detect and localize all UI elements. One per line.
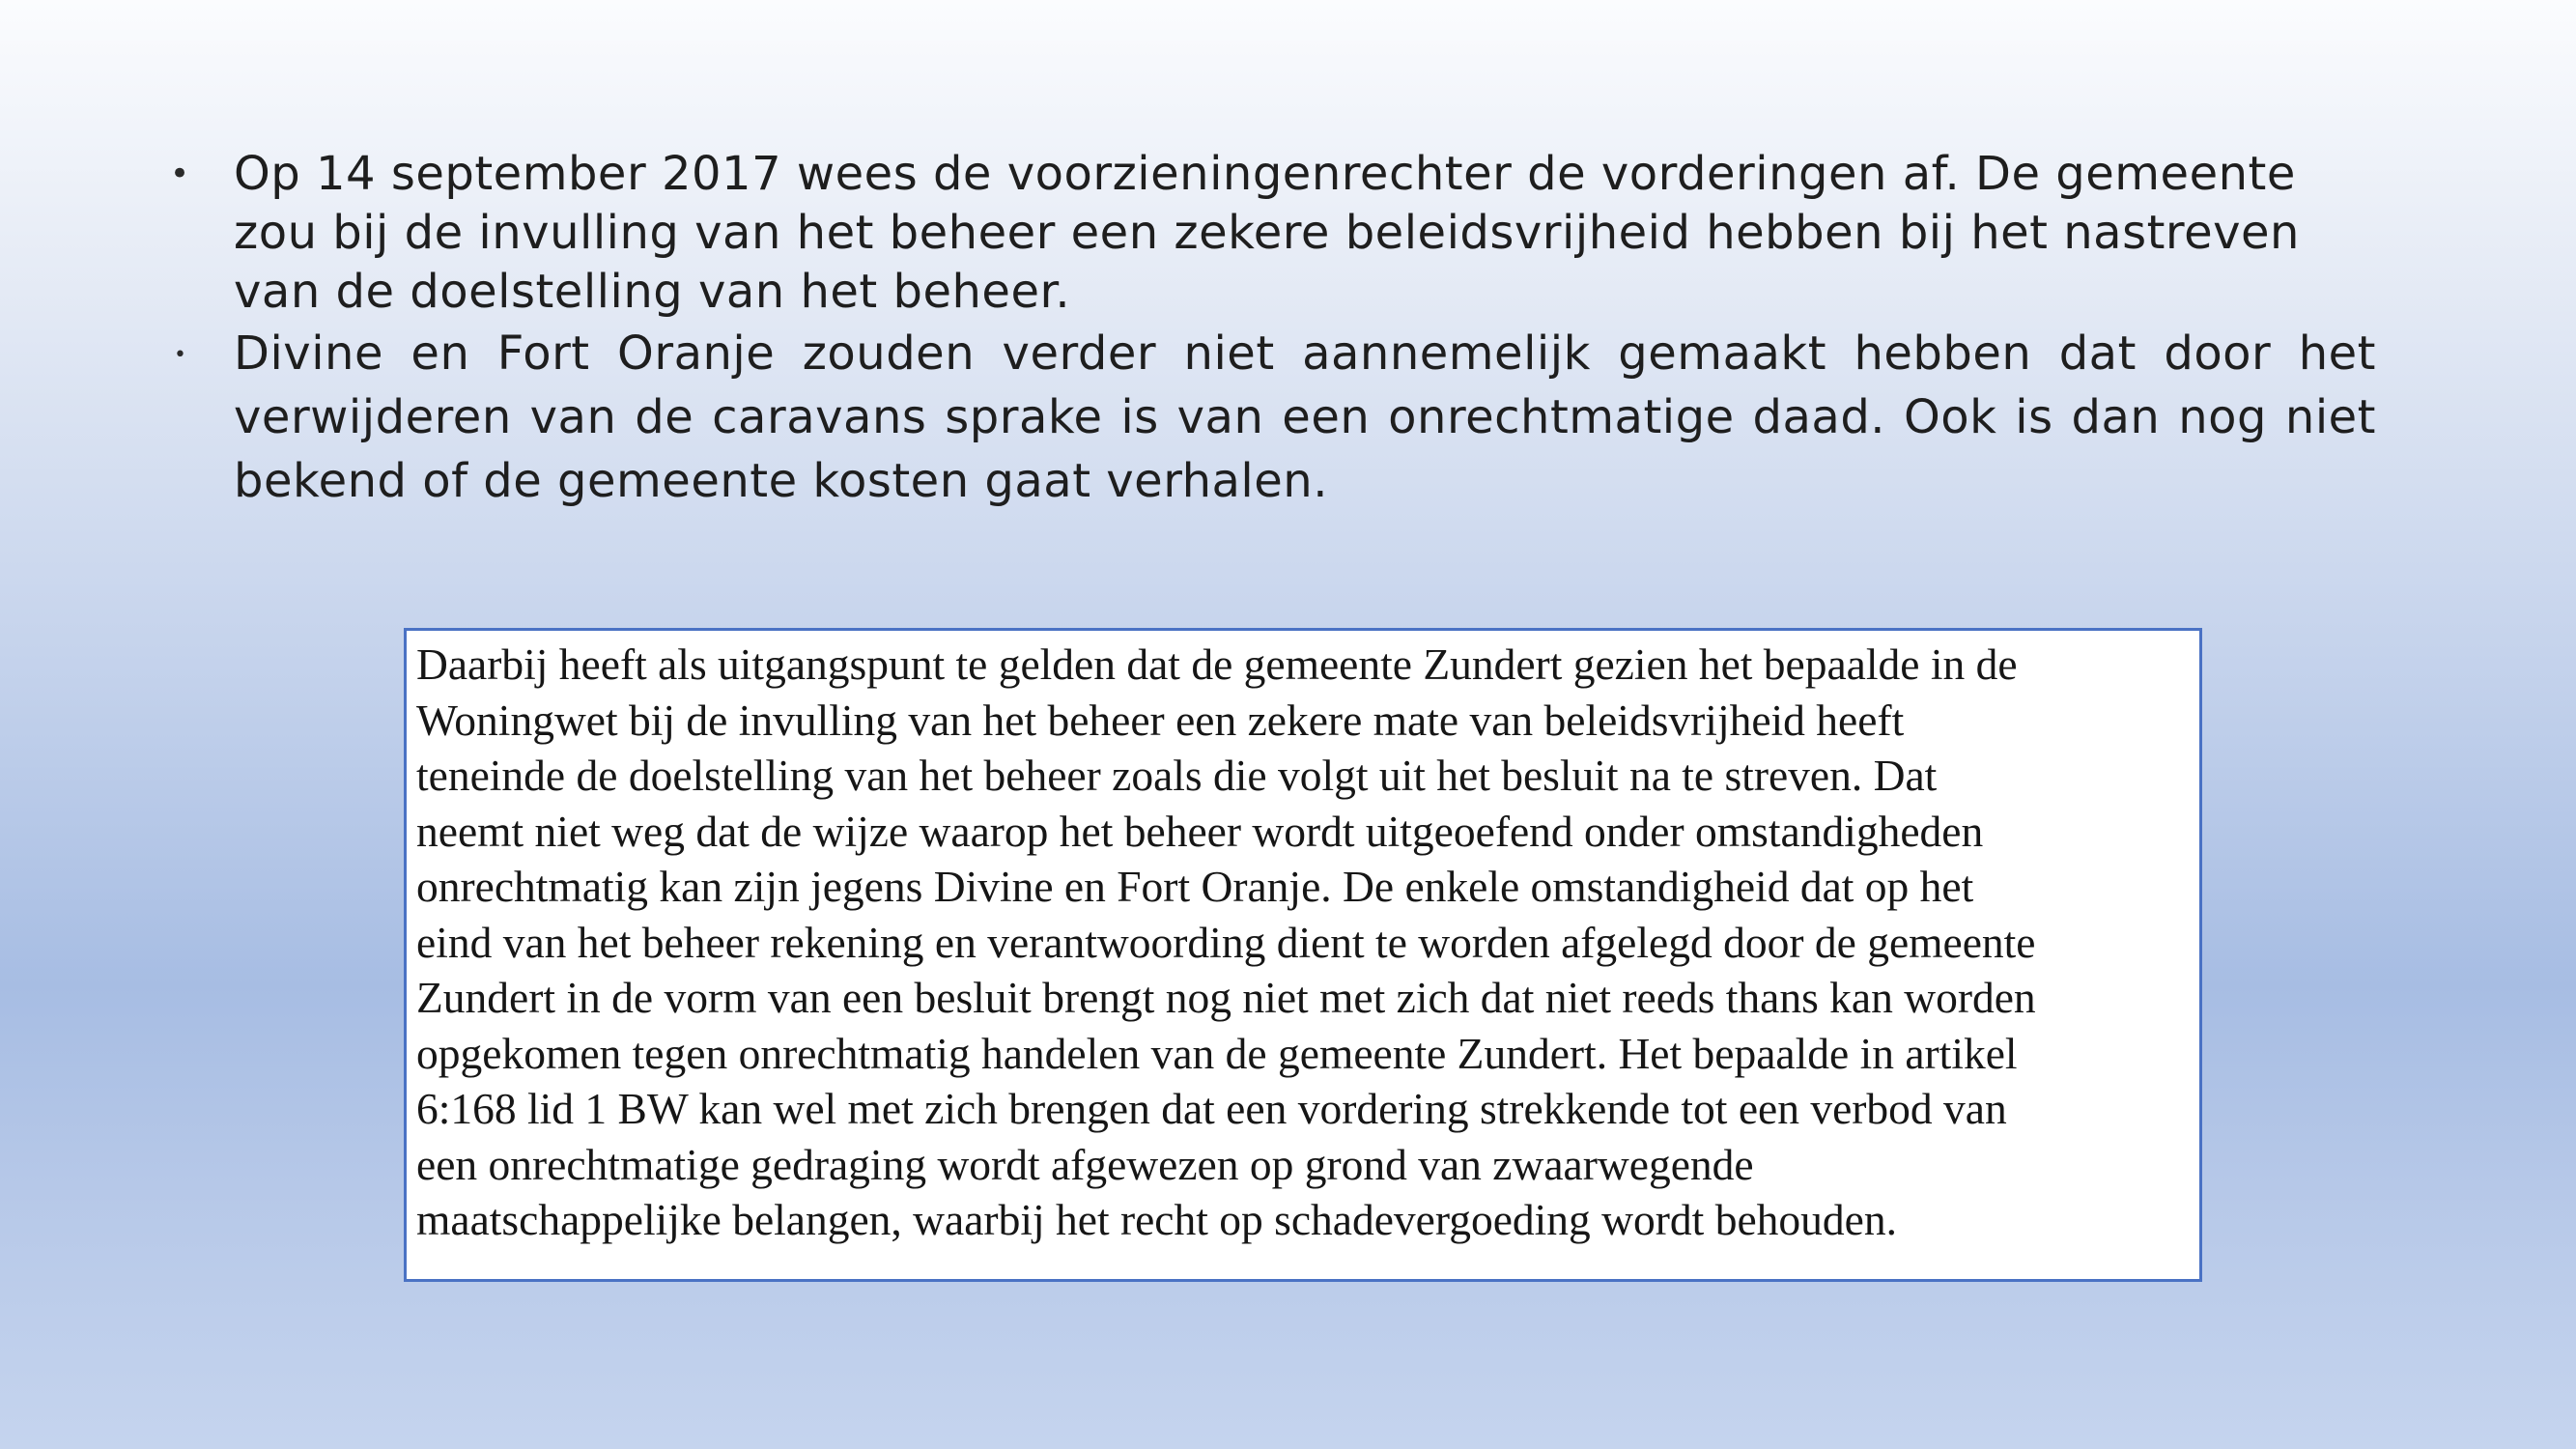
bullet-item-1: [164, 145, 2376, 322]
bullet-marker: •: [174, 343, 187, 367]
quoted-excerpt-box: [404, 628, 2202, 1282]
bullet-list: [164, 145, 2376, 513]
quoted-excerpt-text: Daarbij heeft als uitgangspunt te gelden dat de gemeente Zundert gezien het bepaalde in de Woningwet bij de invulling van het beheer een zekere mate van beleidsvrijheid heeft teneinde de doelstelling van het beheer zoals die volgt uit het besluit na te streven. Dat neemt niet weg dat de wijze waarop het beheer wordt uitgeoefend onder omstandigheden onrechtmatig kan zijn jegens Divine en Fort Oranje. De enkele omstandigheid dat op het eind van het beheer rekening en verantwoording dient te worden afgelegd door de gemeente Zundert in de vorm van een besluit brengt nog niet met zich dat niet reeds thans kan worden opgekomen tegen onrechtmatig handelen van de gemeente Zundert. Het bepaalde in artikel 6:168 lid 1 BW kan wel met zich brengen dat een vordering strekkende tot een verbod van een onrechtmatige gedraging wordt afgewezen op grond van zwaarwegende maatschappelijke belangen, waarbij het recht op schadevergoeding wordt behouden.: [416, 639, 2036, 1244]
bullet-marker: •: [170, 155, 190, 193]
bullet-item-2: [164, 322, 2376, 513]
bullet-text: Op 14 september 2017 wees de voorzieningenrechter de vorderingen af. De gemeente zou bij de invulling van het beheer een zekere beleidsvrijheid hebben bij het nastreven van de doelstelling van het beheer.: [234, 147, 2300, 319]
bullet-text: Divine en Fort Oranje zouden verder niet aannemelijk gemaakt hebben dat door het verwijderen van de caravans sprake is van een onrechtmatige daad. Ook is dan nog niet bekend of de gemeente kosten gaat verhalen.: [234, 327, 2376, 508]
